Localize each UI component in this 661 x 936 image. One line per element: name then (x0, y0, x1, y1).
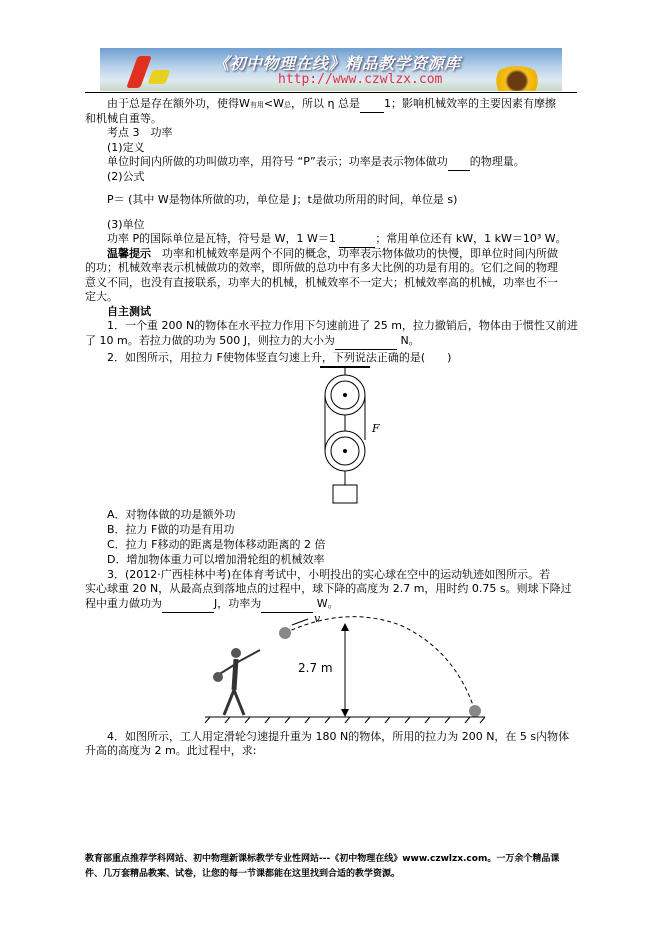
question-2: 2．如图所示，用拉力 F使物体竖直匀速上升，下列说法正确的是( ) (107, 351, 452, 364)
section-heading: 自主测试 (107, 305, 151, 318)
footer-line: 教育部重点推荐学科网站、初中物理新课标教学专业性网站---《初中物理在线》www.czwlzx.com。一万余个精品课 (85, 854, 560, 864)
shot-put-diagram (200, 615, 490, 727)
tip-line: 温馨提示 功率和机械效率是两个不同的概念，功率表示物体做功的快慢，即单位时间内所做 (107, 247, 558, 260)
unit-line: 功率 P的国际单位是瓦特，符号是 W，1 W＝1 ；常用单位还有 kW，1 kW＝10³ W。 (85, 232, 601, 248)
logo-mark-secondary (147, 70, 170, 84)
question-4: 4．如图所示，工人用定滑轮匀速提升重为 180 N的物体，所用的拉力为 200 N，在 5 s内物体 (107, 730, 570, 743)
page-footer (85, 852, 579, 882)
text-line: 实心球重 20 N，从最高点到落地点的过程中，球下降的高度为 2.7 m，用时约 0.75 s。则球下降过 (85, 582, 572, 595)
subheading: (3)单位 (107, 218, 145, 231)
formula-line: P＝ (其中 W是物体所做的功，单位是 J；t是做功所用的时间，单位是 s) (107, 193, 458, 206)
option-d: D．增加物体重力可以增加滑轮组的机械效率 (107, 553, 325, 566)
force-label: F (372, 422, 380, 435)
pulley-diagram (315, 365, 375, 505)
option-c: C．拉力 F移动的距离是物体移动距离的 2 倍 (107, 538, 326, 551)
text-line: 意义不同，也没有直接联系，功率大的机械，机械效率不一定大；机械效率高的机械，功率也不一 (85, 276, 558, 289)
section-heading: 考点 3 功率 (107, 126, 173, 139)
paragraph-efficiency: 由于总是存在额外功，使得W有用<W总，所以 η 总是 1；影响机械效率的主要因素有摩擦 (85, 97, 601, 113)
site-banner (100, 48, 562, 91)
text-line: 定大。 (85, 290, 118, 303)
height-label: 2.7 m (298, 661, 333, 675)
text-line: 和机械自重等。 (85, 112, 162, 125)
sunflower-image (492, 66, 542, 91)
definition-line: 单位时间内所做的功叫做功率，用符号 “P”表示；功率是表示物体做功 的物理量。 (85, 155, 601, 171)
banner-title: 《初中物理在线》精品教学资源库 (213, 54, 461, 73)
question-1: 1．一个重 200 N的物体在水平拉力作用下匀速前进了 25 m，拉力撤销后，物体由于惯性又前进 (107, 319, 578, 332)
header-rule (85, 92, 577, 93)
option-b: B．拉力 F做的功是有用功 (107, 523, 235, 536)
footer-line: 件、几万套精品教案、试卷，让您的每一节课都能在这里找到合适的教学资源。 (85, 869, 401, 879)
text-line: 升高的高度为 2 m。此过程中，求: (85, 744, 257, 757)
question-3: 3．(2012·广西桂林中考)在体育考试中，小明投出的实心球在空中的运动轨迹如图所示。若 (107, 568, 551, 581)
banner-url: http://www.czwlzx.com (278, 72, 443, 87)
subheading: (2)公式 (107, 170, 145, 183)
option-a: A．对物体做的功是额外功 (107, 508, 236, 521)
question-1-cont: 了 10 m。若拉力做的功为 500 J，则拉力的大小为 N。 (85, 334, 579, 350)
question-3-cont: 程中重力做功为 J，功率为 W。 (85, 597, 579, 613)
subheading: (1)定义 (107, 141, 145, 154)
text-line: 的功；机械效率表示机械做功的效率，即所做的总功中有多大比例的功是有用的。它们之间的物理 (85, 261, 558, 274)
velocity-label: v (314, 612, 321, 625)
